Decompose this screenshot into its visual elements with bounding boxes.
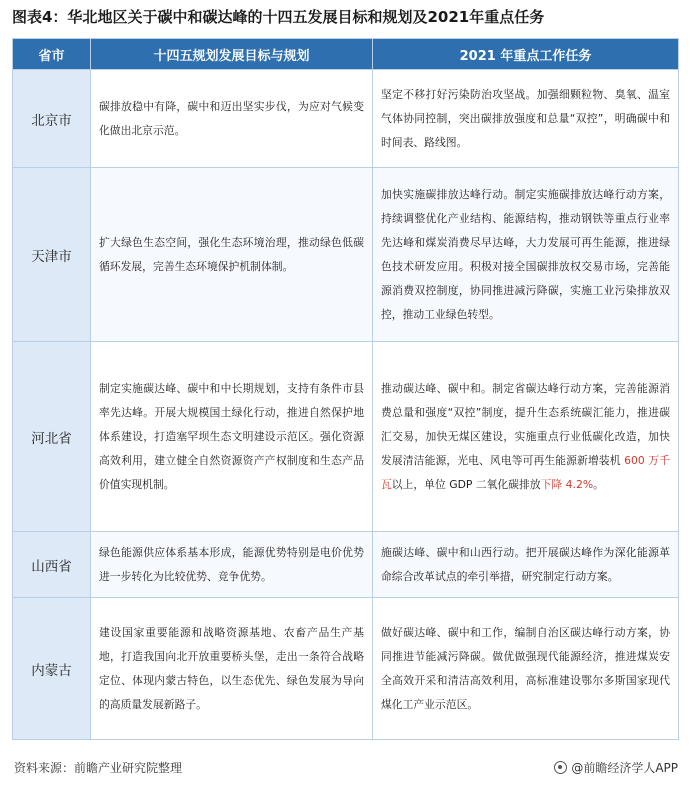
table-row [13,70,679,168]
highlight-reduction: 下降 4.2% [540,477,594,491]
row-tasks: 施碳达峰、碳中和山西行动。把开展碳达峰作为深化能源革命综合改革试点的牵引举措，研究制定行动方案。 [373,532,679,598]
row-plan: 建设国家重要能源和战略资源基地、农畜产品生产基地，打造我国向北开放重要桥头堡，走出一条符合战略定位、体现内蒙古特色，以生态优先、绿色发展为导向的高质量发展新路子。 [91,598,373,740]
tasks-text: 推动碳达峰、碳中和。制定省碳达峰行动方案，完善能源消费总量和强度“双控”制度，提升生态系统碳汇能力，推进碳汇交易，加快无煤区建设，实施重点行业低碳化改造，加快发展清洁能源，光电、风电等可再生能源新增装机 [381,381,670,467]
row-tasks: 做好碳达峰、碳中和工作，编制自治区碳达峰行动方案，协同推进节能减污降碳。做优做强现代能源经济，推进煤炭安全高效开采和清洁高效利用，高标准建设鄂尔多斯国家现代煤化工产业示范区。 [373,598,679,740]
policy-table [12,38,679,740]
row-tasks [373,342,679,532]
app-logo-icon [554,761,567,774]
table-row [13,168,679,342]
tasks-text: 以上，单位 GDP 二氧化碳排放 [391,477,541,491]
row-province: 内蒙古 [13,598,91,740]
header-province: 省市 [13,39,91,70]
row-province: 北京市 [13,70,91,168]
row-province: 山西省 [13,532,91,598]
brand-credit [554,759,678,776]
row-tasks: 坚定不移打好污染防治攻坚战。加强细颗粒物、臭氧、温室气体协同控制，突出碳排放强度和总量“双控”，明确碳中和时间表、路线图。 [373,70,679,168]
header-tasks: 2021 年重点工作任务 [373,39,679,70]
figure-title: 图表4：华北地区关于碳中和碳达峰的十四五发展目标和规划及2021年重点任务 [12,8,545,26]
row-plan: 碳排放稳中有降，碳中和迈出坚实步伐，为应对气候变化做出北京示范。 [91,70,373,168]
table-row [13,342,679,532]
row-province: 河北省 [13,342,91,532]
row-plan: 扩大绿色生态空间，强化生态环境治理，推动绿色低碳循环发展，完善生态环境保护机制体制。 [91,168,373,342]
row-plan: 制定实施碳达峰、碳中和中长期规划，支持有条件市县率先达峰。开展大规模国土绿化行动，推进自然保护地体系建设，打造塞罕坝生态文明建设示范区。强化资源高效利用，建立健全自然资源资产产权制度和生态产品价值实现机制。 [91,342,373,532]
table-row [13,532,679,598]
source-note: 资料来源：前瞻产业研究院整理 [14,761,183,775]
row-plan: 绿色能源供应体系基本形成，能源优势特别是电价优势进一步转化为比较优势、竞争优势。 [91,532,373,598]
row-province: 天津市 [13,168,91,342]
brand-text: @前瞻经济学人APP [571,761,678,775]
tasks-text: 。 [593,477,604,491]
table-row [13,598,679,740]
row-tasks: 加快实施碳排放达峰行动。制定实施碳排放达峰行动方案，持续调整优化产业结构、能源结构，推动钢铁等重点行业率先达峰和煤炭消费尽早达峰，大力发展可再生能源，推进绿色技术研发应用。积极对接全国碳排放权交易市场，完善能源消费双控制度，协同推进减污降碳，实施工业污染排放双控，推动工业绿色转型。 [373,168,679,342]
table-header-row [13,39,679,70]
highlight-capacity: 600 万千瓦 [381,453,670,491]
header-plan: 十四五规划发展目标与规划 [91,39,373,70]
